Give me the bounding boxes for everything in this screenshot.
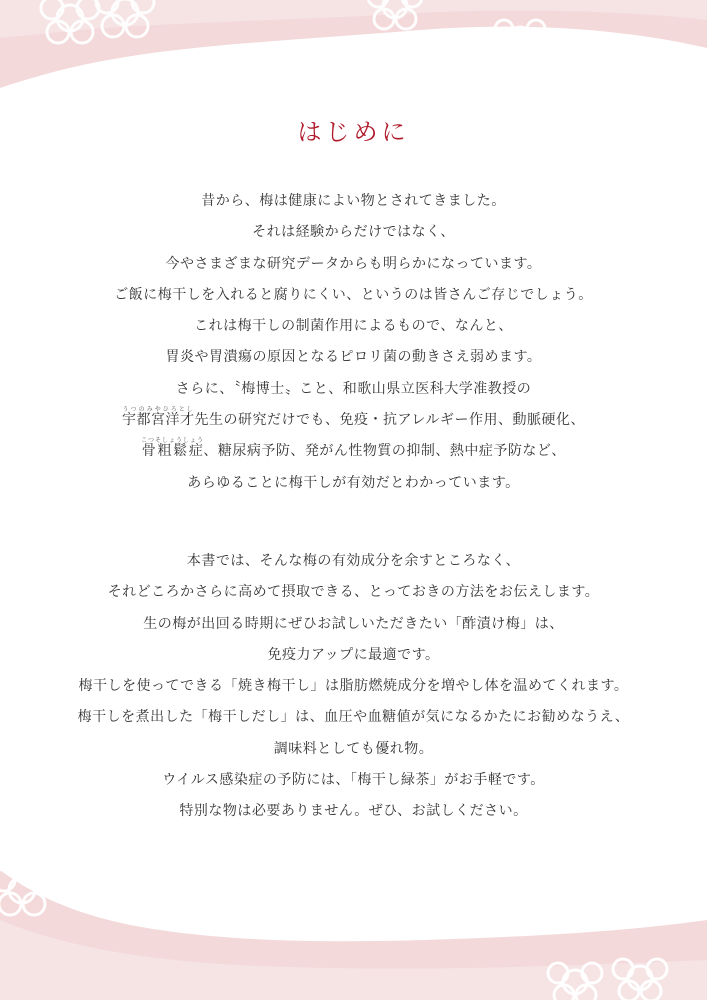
text-line: ご飯に梅干しを入れると腐りにくい、というのは皆さんご存じでしょう。 [114,286,593,303]
text-line: ウイルス感染症の予防には、「梅干し緑茶」がお手軽です。 [162,772,545,789]
text-line: 調味料としても優れ物。 [273,740,434,757]
text-line: 梅干しを使ってできる「焼き梅干し」は脂肪燃焼成分を増やし体を温めてくれます。 [78,678,629,695]
text-line: 生の梅が出回る時期にぜひお試しいただきたい「酢漬け梅」は、 [143,615,564,632]
text-line-with-ruby [0,436,707,467]
text-line: 免疫力アップに最適です。 [267,646,440,663]
paragraph-2 [0,546,707,828]
person-name: 宇都宮洋才うつのみやひろとし [121,406,195,429]
text-line: 胃炎や胃潰瘍の原因となるピロリ菌の動きさえ弱めます。 [165,349,542,366]
text-line: それは経験からだけではなく、 [252,224,455,241]
page-title: はじめに [297,118,410,146]
paragraph-1 [0,186,707,499]
text-line: 今やさまざまな研究データからも明らかになっています。 [165,255,542,272]
text-line: これは梅干しの制菌作用によるもので、なんと、 [194,318,513,335]
text-line: あらゆることに梅干しが有効だとわかっています。 [187,474,520,491]
medical-term: 骨粗鬆症こつそしょうしょう [141,437,204,460]
text-line: 特別な物は必要ありません。ぜひ、お試しください。 [179,803,528,820]
text-line-with-ruby [0,405,707,436]
top-decorative-band [0,0,707,110]
text-line: 本書では、そんな梅の有効成分を余すところなく、 [186,553,521,569]
text-line: さらに、〝梅博士〟こと、和歌山県立医科大学准教授の [175,380,532,397]
bottom-decorative-band [0,850,707,1000]
text-line: 梅干しを煮出した「梅干しだし」は、血圧や血糖値が気になるかたにお勧めなうえ、 [77,709,630,726]
name-reading: うつのみやひろとし [121,406,195,414]
text-span: 先生の研究だけでも、免疫・抗アレルギー作用、動脈硬化、 [194,412,586,429]
text-line: それどころかさらに高めて摂取できる、とっておきの方法をお伝えします。 [107,584,600,601]
term-reading: こつそしょうしょう [141,437,204,445]
text-line: 昔から、梅は健康によい物とされてきました。 [201,193,506,209]
text-span: 、糖尿病予防、発がん性物質の抑制、熱中症予防など、 [203,443,566,460]
